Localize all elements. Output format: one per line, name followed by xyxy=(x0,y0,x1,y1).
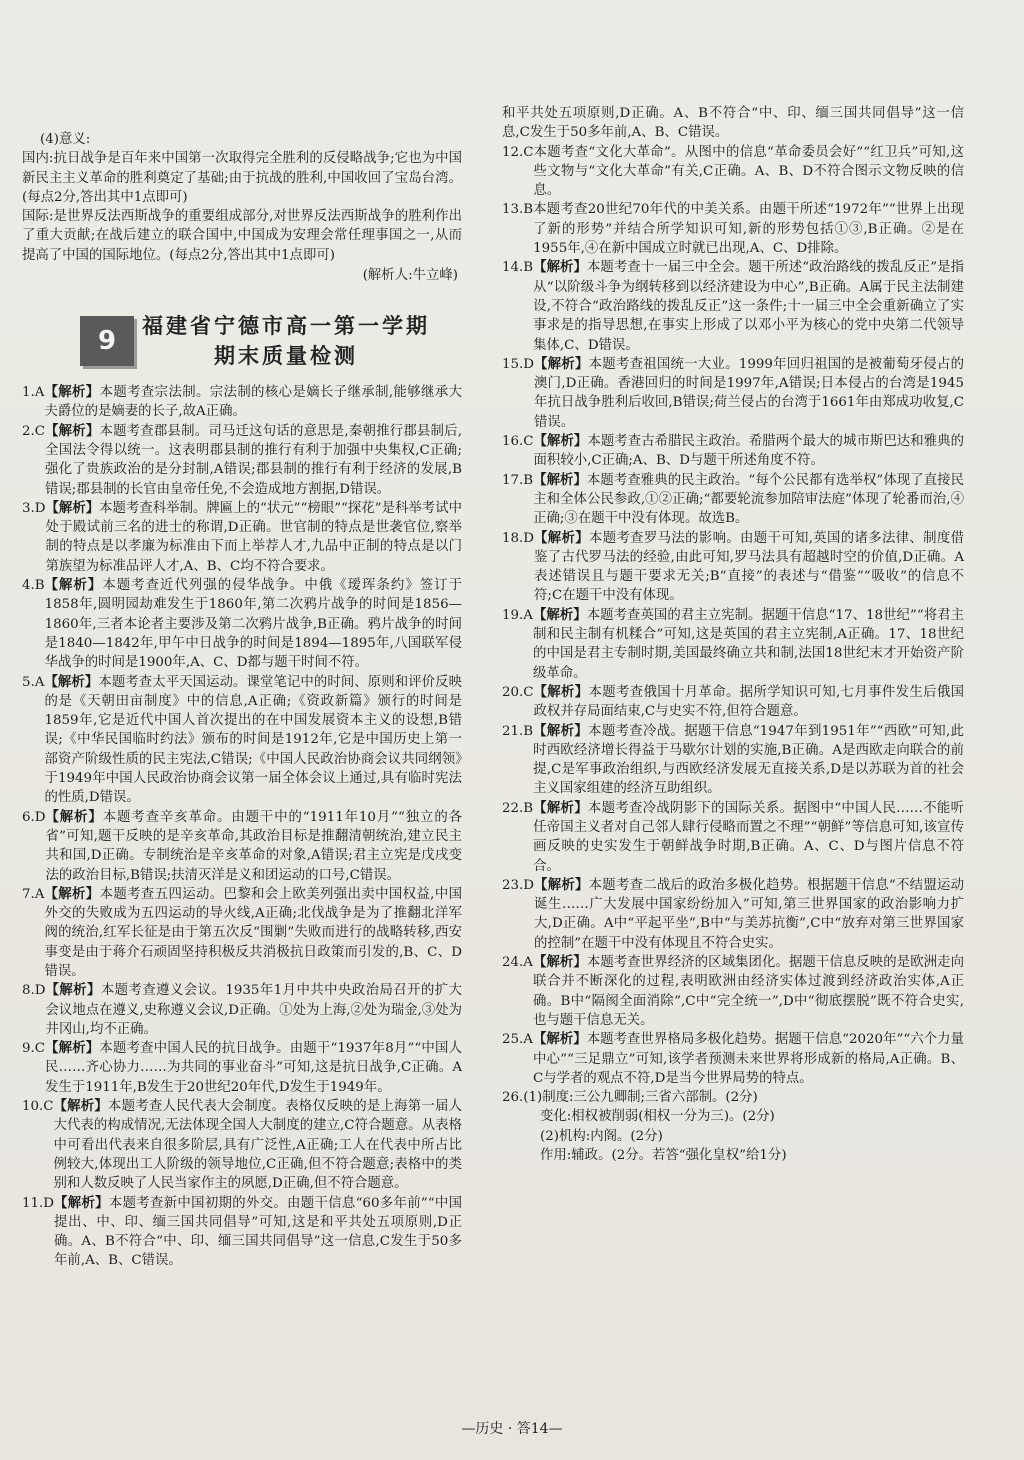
analysis-tag: 【解析】 xyxy=(44,885,100,902)
answer-body xyxy=(45,576,462,672)
answer-body xyxy=(533,722,964,799)
analysis-tag: 【解析】 xyxy=(534,355,589,372)
answer-item xyxy=(22,885,462,981)
answer-item xyxy=(502,258,964,354)
analysis-tag: 【解析】 xyxy=(532,954,587,971)
answer-text: 本题考查辛亥革命。由题干中的“1911年10月”“独立的各省”可知,题干反映的是辛亥革命,其政治目标是推翻清朝统治,建立民主共和国,D正确。专制统治是辛亥革命的对象,A错误;君主立宪是戊戌变法的政治目标,B错误;扶清灭洋是义和团运动的口号,C错误。 xyxy=(45,809,462,883)
answer-item xyxy=(502,953,964,1030)
answer-number: 24.A xyxy=(502,955,533,971)
answer-body xyxy=(534,683,964,722)
answer-item xyxy=(22,383,462,422)
answer-item xyxy=(502,432,964,471)
answer-number: 5.A xyxy=(22,674,45,690)
answer-line: (2)机构:内阁。(2分) xyxy=(540,1128,663,1144)
analysis-tag: 【解析】 xyxy=(44,577,103,594)
answer-text: 本题考查宗法制。宗法制的核心是嫡长子继承制,能够继承大夫爵位的是嫡妻的长子,故A正确。 xyxy=(44,385,462,420)
answer-list-left xyxy=(22,383,462,1271)
analysis-tag: 【解析】 xyxy=(533,799,588,816)
answer-line: 作用:辅政。(2分。若答“强化皇权”给1分) xyxy=(540,1148,787,1164)
answer-body xyxy=(533,471,964,529)
answer-number: 20.C xyxy=(502,684,534,700)
continued-answer: 和平共处五项原则,D正确。A、B不符合“中、印、缅三国共同倡导”这一信息,C发生于50多年前,A、B、C错误。 xyxy=(502,106,964,141)
answer-number: 4.B xyxy=(22,578,45,594)
answer-item xyxy=(22,808,462,885)
answer-item xyxy=(22,673,462,808)
answer-body xyxy=(45,422,462,499)
section-title-line1: 福建省宁德市高一第一学期 xyxy=(142,314,430,339)
answer-body xyxy=(533,799,964,876)
answer-item xyxy=(502,606,964,683)
answer-number: 6.D xyxy=(22,809,46,825)
analysis-tag: 【解析】 xyxy=(533,722,589,739)
answer-text: 本题考查五四运动。巴黎和会上欧美列强出卖中国权益,中国外交的失败成为五四运动的导火线,A正确;北伐战争是为了推翻北洋军阀的统治,红军长征是由于第五次反“围剿”失败而进行的战略转移,西安事变是由于蒋介石顽固坚持积极反共消极抗日政策而引发的,B、C、D错误。 xyxy=(44,886,462,979)
answer-item xyxy=(22,981,462,1039)
paragraph-international: 国际:是世界反法西斯战争的重要组成部分,对世界反法西斯战争的胜利作出了重大贡献;在战后建立的联合国中,中国成为安理会常任理事国之一,从而提高了中国的国际地位。(每点2分,答出其中1点即可) xyxy=(22,209,462,263)
answer-text: 本题考查科举制。牌匾上的“状元”“榜眼”“探花”是科举考试中处于殿试前三名的进士的称谓,D正确。世官制的特点是世袭官位,察举制的特点是以孝廉为标准由下而上举荐人才,九品中正制的特点是以门第族望为标准品评人才,A、B、C均不符合要求。 xyxy=(45,500,462,574)
analysis-tag: 【解析】 xyxy=(53,1098,109,1115)
answer-body xyxy=(44,885,462,981)
answer-number: 25.A xyxy=(502,1032,533,1048)
answer-item xyxy=(502,355,964,432)
analysis-tag: 【解析】 xyxy=(45,808,103,825)
answer-number: 21.B xyxy=(502,723,534,739)
answer-text: 本题考查罗马法的影响。由题干可知,英国的诸多法律、制度借鉴了古代罗马法的经验,由此可知,罗马法具有超越时空的价值,D正确。A表述错误且与题干要求无关;B“直接”的表述与“借鉴”“吸收”的信息不符;C在题干中没有体现。 xyxy=(534,530,964,604)
analysis-tag: 【解析】 xyxy=(534,876,589,893)
analysis-tag: 【解析】 xyxy=(532,606,587,623)
answer-body xyxy=(533,953,964,1030)
answer-item xyxy=(502,683,964,722)
analysis-tag: 【解析】 xyxy=(532,1031,587,1048)
answer-item xyxy=(502,529,964,606)
answer-text: 本题考查太平天国运动。课堂笔记中的时间、原则和评价反映的是《天朝田亩制度》中的信息,A正确;《资政新篇》颁行的时间是1859年,它是近代中国人首次提出的在中国发展资本主义的设想,B错误;《中华民国临时约法》颁布的时间是1912年,它是中国历史上第一部资产阶级性质的民主宪法,C错误;《中国人民政治协商会议共同纲领》于1949年中国人民政治协商会议第一届全体会议上通过,具有临时宪法的性质,D错误。 xyxy=(44,674,463,806)
answer-body xyxy=(44,383,462,422)
answer-item-26 xyxy=(502,1088,964,1107)
section-heading: (4)意义: xyxy=(40,132,91,147)
answer-body xyxy=(54,1097,462,1193)
answer-text: 本题考查英国的君主立宪制。据题干信息“17、18世纪”“将君主制和民主制有机糅合”可知,这是英国的君主立宪制,A正确。17、18世纪的中国是君主专制时期,美国最终确立共和制,法国18世纪末才开始资产阶级革命。 xyxy=(532,607,964,681)
section-titles xyxy=(142,311,430,371)
answer-number: 7.A xyxy=(22,886,45,902)
answer-item xyxy=(22,422,462,499)
answer-body xyxy=(533,1030,964,1088)
answer-item xyxy=(502,876,964,953)
answer-body xyxy=(534,355,964,432)
answer-body xyxy=(46,981,462,1039)
section-title-line2: 期末质量检测 xyxy=(214,344,358,369)
answer-item xyxy=(502,471,964,529)
answer-item xyxy=(22,1097,462,1193)
answer-number: 12.C xyxy=(502,144,534,160)
answer-body xyxy=(45,1039,462,1097)
answer-body xyxy=(46,808,462,885)
answer-number: 23.D xyxy=(502,877,535,893)
answer-text: 本题考查世界格局多极化趋势。据题干信息“2020年”“六个力量中心”“三足鼎立”可知,该学者预测未来世界将形成新的格局,A正确。B、C与学者的观点不符,D是当今世界局势的特点。 xyxy=(532,1032,964,1086)
analysis-tag: 【解析】 xyxy=(44,384,100,401)
answer-number: 26. xyxy=(502,1090,524,1106)
analysis-tag: 【解析】 xyxy=(533,683,589,700)
answer-text: 本题考查冷战阴影下的国际关系。据图中“中国人民……不能听任帝国主义者对自己邻人肆行侵略而置之不理”“朝鲜”等信息可知,该宣传画反映的史实发生于朝鲜战争时期,B正确。A、C、D与图片信息不符合。 xyxy=(533,800,964,874)
analysis-tag: 【解析】 xyxy=(45,982,101,999)
answer-number: 18.D xyxy=(502,530,535,546)
answer-item xyxy=(22,576,462,672)
analysis-tag: 【解析】 xyxy=(44,673,99,690)
answer-item xyxy=(502,200,964,258)
answer-text: 本题考查遵义会议。1935年1月中共中央政治局召开的扩大会议地点在遵义,史称遵义会议,D正确。①处为上海,②处为瑞金,③处为井冈山,均不正确。 xyxy=(45,983,462,1037)
section-number-badge: 9 xyxy=(80,316,134,366)
analysis-tag: 【解析】 xyxy=(533,433,588,450)
analysis-tag: 【解析】 xyxy=(45,1040,100,1057)
answer-body xyxy=(533,606,964,683)
answer-text: 本题考查郡县制。司马迁这句话的意思是,秦朝推行郡县制后,全国法令得以统一。这表明郡县制的推行有利于加强中央集权,C正确;强化了贵族政治的是分封制,A错误;郡县制的推行有利于经济的发展,B错误;郡县制的长官由皇帝任免,不会造成地方割据,D错误。 xyxy=(45,423,463,497)
answer-text: 本题考查十一届三中全会。题干所述“政治路线的拨乱反正”是指从“以阶级斗争为纲转移到以经济建设为中心”,B正确。A属于民主法制建设,不符合“政治路线的拨乱反正”这一条件;十一届三中全会重新确立了实事求是的指导思想,在事实上形成了以邓小平为核心的党中央第二代领导集体,C、D错误。 xyxy=(533,260,964,353)
answer-body xyxy=(54,1194,462,1271)
analysis-tag: 【解析】 xyxy=(533,259,587,276)
analysis-tag: 【解析】 xyxy=(45,422,100,439)
section-banner xyxy=(80,311,462,371)
answer-item xyxy=(502,1030,964,1088)
answer-text: 本题考查“文化大革命”。从图中的信息“革命委员会好”“红卫兵”可知,这些文物与“文化大革命”有关,C正确。A、B、D不符合图示文物反映的信息。 xyxy=(533,144,964,199)
answer-text: 本题考查中国人民的抗日战争。由题干“1937年8月”“中国人民……齐心协力……为共同的事业奋斗”可知,这是抗日战争,C正确。A发生于1911年,B发生于20世纪20年代,D发生于1949年。 xyxy=(45,1041,462,1095)
answer-list-right xyxy=(502,143,964,1089)
answer-number: 11.D xyxy=(22,1195,55,1211)
analysis-tag: 【解析】 xyxy=(534,529,589,546)
answer-body xyxy=(533,200,964,258)
answer-item xyxy=(22,1039,462,1097)
answer-number: 16.C xyxy=(502,434,534,450)
answer-text: 本题考查世界经济的区域集团化。据题干信息反映的是欧洲走向联合并不断深化的过程,表明欧洲由经济实体过渡到经济政治实体,A正确。B中“隔阂全面消除”,C中“完全统一”,D中“彻底摆脱”既不符合史实,也与题干信息无关。 xyxy=(532,955,964,1028)
answer-number: 1.A xyxy=(22,385,45,401)
answer-text: 本题考查俄国十月革命。据所学知识可知,七月事件发生后俄国政权并存局面结束,C与史实不符,但符合题意。 xyxy=(533,684,964,720)
answer-text: 本题考查祖国统一大业。1999年回归祖国的是被葡萄牙侵占的澳门,D正确。香港回归的时间是1997年,A错误;日本侵占的台湾是1945年抗日战争胜利后收回,B错误;荷兰侵占的台湾于1661年由郑成功收复,C错误。 xyxy=(534,356,965,430)
answer-number: 10.C xyxy=(22,1099,54,1115)
analysis-tag: 【解析】 xyxy=(533,471,587,488)
answer-item xyxy=(502,799,964,876)
answer-body xyxy=(44,673,462,808)
answer-number: 9.C xyxy=(22,1041,46,1057)
answer-body xyxy=(533,258,964,354)
answer-number: 22.B xyxy=(502,800,534,816)
answer-number: 17.B xyxy=(502,472,534,488)
left-column xyxy=(22,130,462,1271)
signature: (解析人:牛立峰) xyxy=(362,268,458,284)
page-footer: —历史 · 答14— xyxy=(461,1421,563,1437)
answer-number: 3.D xyxy=(22,500,46,516)
answer-text: 本题考查雅典的民主政治。“每个公民都有选举权”体现了直接民主和全体公民参政,①②正确;“都要轮流参加陪审法庭”体现了轮番而治,④正确;③在题干中没有体现。故选B。 xyxy=(533,472,964,527)
answer-text: 本题考查20世纪70年代的中美关系。由题干所述“1972年”“世界上出现了新的形势”并结合所学知识可知,新的形势包括①③,B正确。②是在1955年,④在新中国成立时就已出现,A、C、D排除。 xyxy=(533,202,964,257)
answer-text: 本题考查人民代表大会制度。表格仅反映的是上海第一届人大代表的构成情况,无法体现全国人大制度的建立,C符合题意。从表格中可看出代表来自很多阶层,具有广泛性,A正确;工人在代表中所占比例较大,体现出工人阶级的领导地位,C正确,但不符合题意;表格中的类别和人数反映了人民当家作主的夙愿,D正确,但不符合题意。 xyxy=(53,1099,463,1192)
answer-line: 变化:相权被削弱(相权一分为三)。(2分) xyxy=(540,1109,775,1125)
answer-line: (1)制度:三公九卿制;三省六部制。(2分) xyxy=(523,1090,758,1106)
answer-body xyxy=(534,143,964,201)
answer-text: 本题考查古希腊民主政治。希腊两个最大的城市斯巴达和雅典的面积较小,C正确;A、B、D与题干所述角度不符。 xyxy=(533,434,965,469)
analysis-tag: 【解析】 xyxy=(54,1194,109,1211)
answer-item xyxy=(502,143,964,201)
answer-number: 2.C xyxy=(22,423,46,439)
answer-number: 8.D xyxy=(22,983,46,999)
answer-body xyxy=(534,876,964,953)
answer-item xyxy=(22,1194,462,1271)
answer-number: 13.B xyxy=(502,202,534,218)
answer-text: 本题考查近代列强的侵华战争。中俄《瑷珲条约》签订于1858年,圆明园劫难发生于1860年,第二次鸦片战争的时间是1856—1860年,三者本论者主要涉及第二次鸦片战争,B正确。鸦片战争的时间是1840—1842年,甲午中日战争的时间是1894—1895年,八国联军侵华战争的时间是1900年,A、C、D都与题干时间不符。 xyxy=(44,578,463,671)
answer-text: 本题考查二战后的政治多极化趋势。根据题干信息“不结盟运动诞生……广大发展中国家纷纷加入”可知,第三世界国家的政治影响力扩大,D正确。A中“平起平坐”,B中“与美苏抗衡”,C中“放弃对第三世界国家的控制”在题干中没有体现且不符合史实。 xyxy=(534,877,965,951)
answer-number: 19.A xyxy=(502,607,533,623)
answer-text: 本题考查新中国初期的外交。由题干信息“60多年前”“中国提出、中、印、缅三国共同倡导”可知,这是和平共处五项原则,D正确。A、B不符合“中、印、缅三国共同倡导”这一信息,C发生于50多年前,A、B、C错误。 xyxy=(54,1195,463,1269)
answer-item xyxy=(502,722,964,799)
answer-body xyxy=(46,499,462,576)
analysis-tag: 【解析】 xyxy=(45,499,100,516)
answer-number: 15.D xyxy=(502,356,535,372)
answer-number: 14.B xyxy=(502,260,534,276)
answer-text: 本题考查冷战。据题干信息“1947年到1951年”“西欧”可知,此时西欧经济增长得益于马歇尔计划的实施,B正确。A是西欧走向联合的前提,C是军事政治组织,与西欧经济发展无直接关系,D是以苏联为首的社会主义国家组建的经济互助组织。 xyxy=(533,723,965,797)
paragraph-domestic: 国内:抗日战争是百年来中国第一次取得完全胜利的反侵略战争;它也为中国新民主主义革命的胜利奠定了基础;由于抗战的胜利,中国收回了宝岛台湾。(每点2分,答出其中1点即可) xyxy=(22,151,462,205)
answer-body xyxy=(534,529,964,606)
answer-body xyxy=(534,432,964,471)
answer-item xyxy=(22,499,462,576)
right-column xyxy=(502,104,964,1165)
